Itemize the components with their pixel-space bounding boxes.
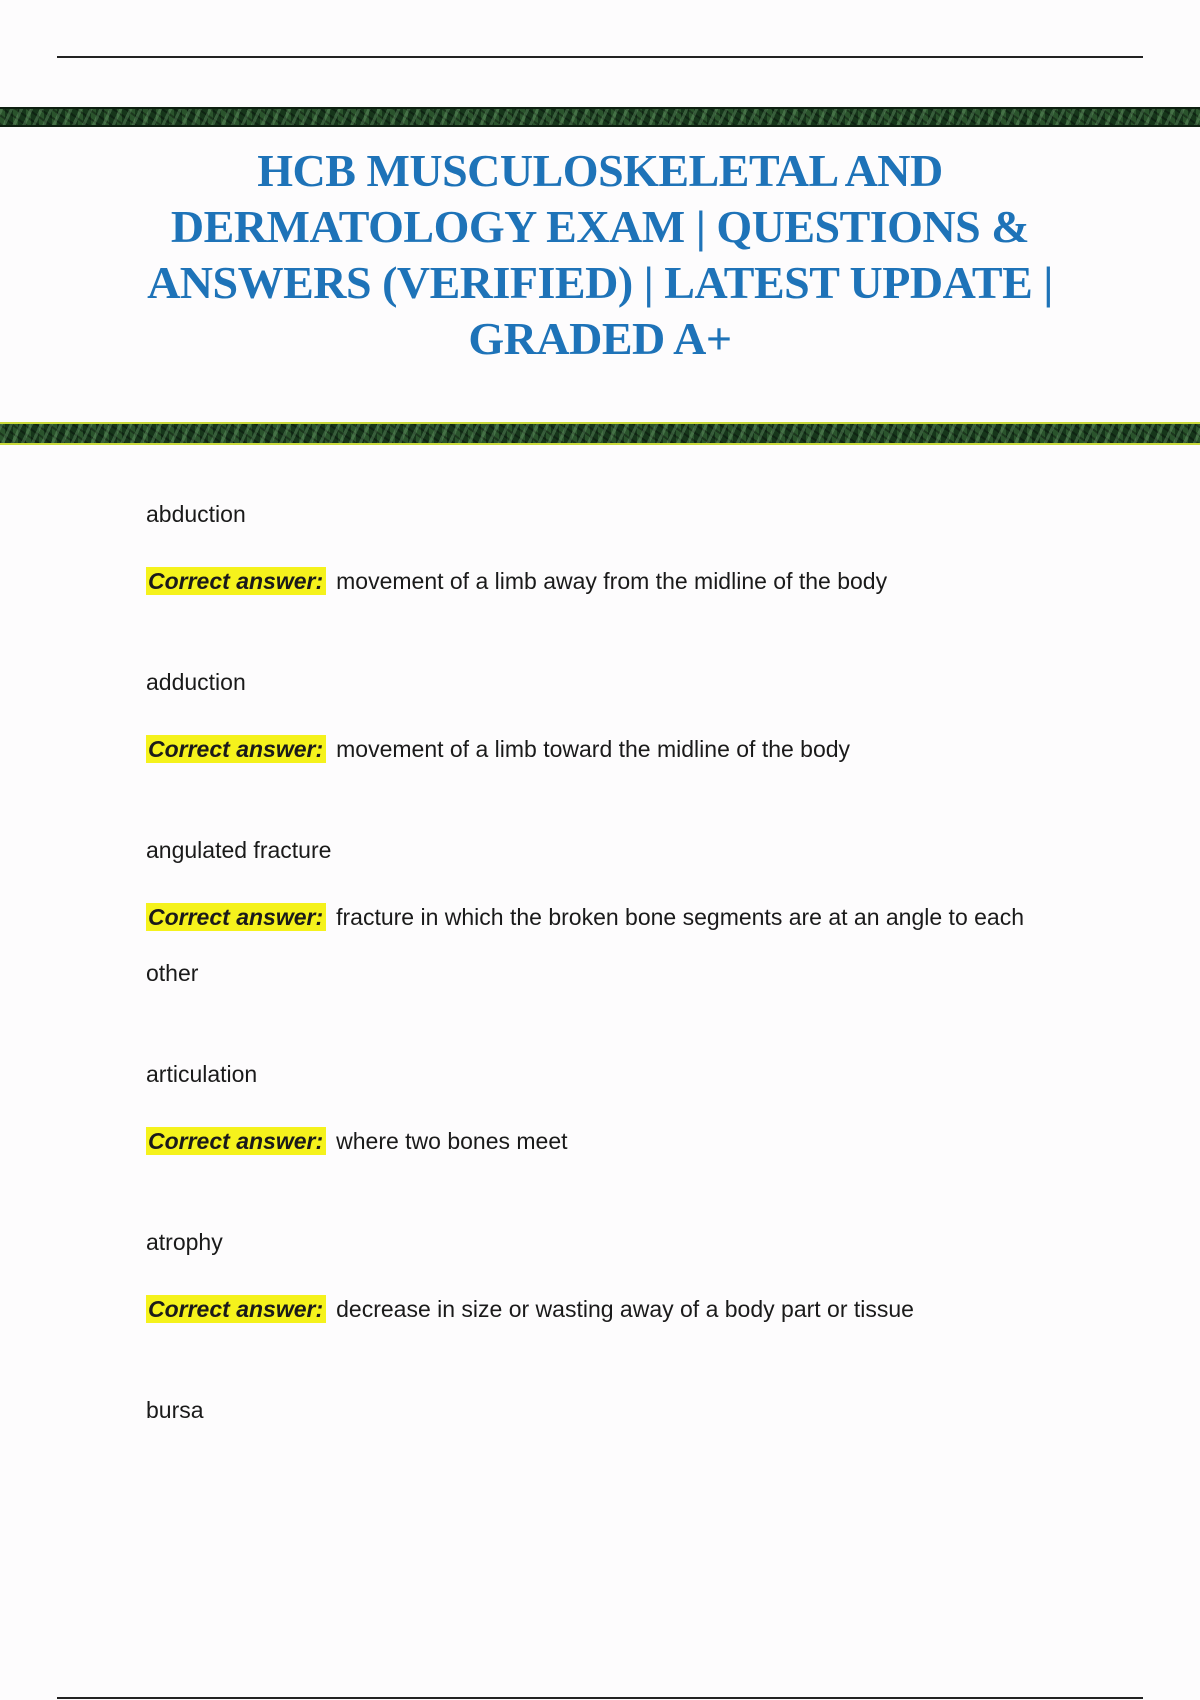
correct-answer-label: Correct answer: xyxy=(146,903,326,931)
correct-answer-label: Correct answer: xyxy=(146,1127,326,1155)
title-line-4: GRADED A+ xyxy=(468,313,732,364)
term: adduction xyxy=(146,669,246,695)
header-band-top xyxy=(0,107,1200,127)
term: bursa xyxy=(146,1397,204,1423)
top-rule xyxy=(57,56,1143,58)
title-line-1: HCB MUSCULOSKELETAL AND xyxy=(257,145,943,196)
answer-text: movement of a limb away from the midline of the body xyxy=(336,568,888,594)
answer-text: movement of a limb toward the midline of the body xyxy=(336,736,851,762)
qa-item xyxy=(146,1225,1086,1393)
qa-item xyxy=(146,1057,1086,1225)
answer-text: where two bones meet xyxy=(336,1128,568,1154)
answer xyxy=(146,1281,1086,1337)
title-line-2: DERMATOLOGY EXAM | QUESTIONS & xyxy=(170,201,1030,252)
qa-item xyxy=(146,665,1086,833)
qa-list xyxy=(146,497,1086,1561)
answer xyxy=(146,1113,1086,1169)
correct-answer-label: Correct answer: xyxy=(146,735,326,763)
title-line-3: ANSWERS (VERIFIED) | LATEST UPDATE | xyxy=(147,257,1053,308)
correct-answer-label: Correct answer: xyxy=(146,1295,326,1323)
answer-text: fracture in which the broken bone segments are at an angle to each xyxy=(336,904,1025,930)
header-band-bottom xyxy=(0,422,1200,445)
qa-item xyxy=(146,497,1086,665)
term: abduction xyxy=(146,501,246,527)
answer-text-continued: other xyxy=(146,960,199,986)
correct-answer-label: Correct answer: xyxy=(146,567,326,595)
qa-item xyxy=(146,833,1086,1057)
term: angulated fracture xyxy=(146,837,332,863)
answer xyxy=(146,721,1086,777)
term: articulation xyxy=(146,1061,258,1087)
qa-item xyxy=(146,1393,1086,1561)
answer-text: decrease in size or wasting away of a body part or tissue xyxy=(336,1296,914,1322)
term: atrophy xyxy=(146,1229,223,1255)
document-title xyxy=(100,143,1100,367)
answer xyxy=(146,889,1086,1001)
answer xyxy=(146,553,1086,609)
bottom-rule xyxy=(57,1697,1143,1699)
